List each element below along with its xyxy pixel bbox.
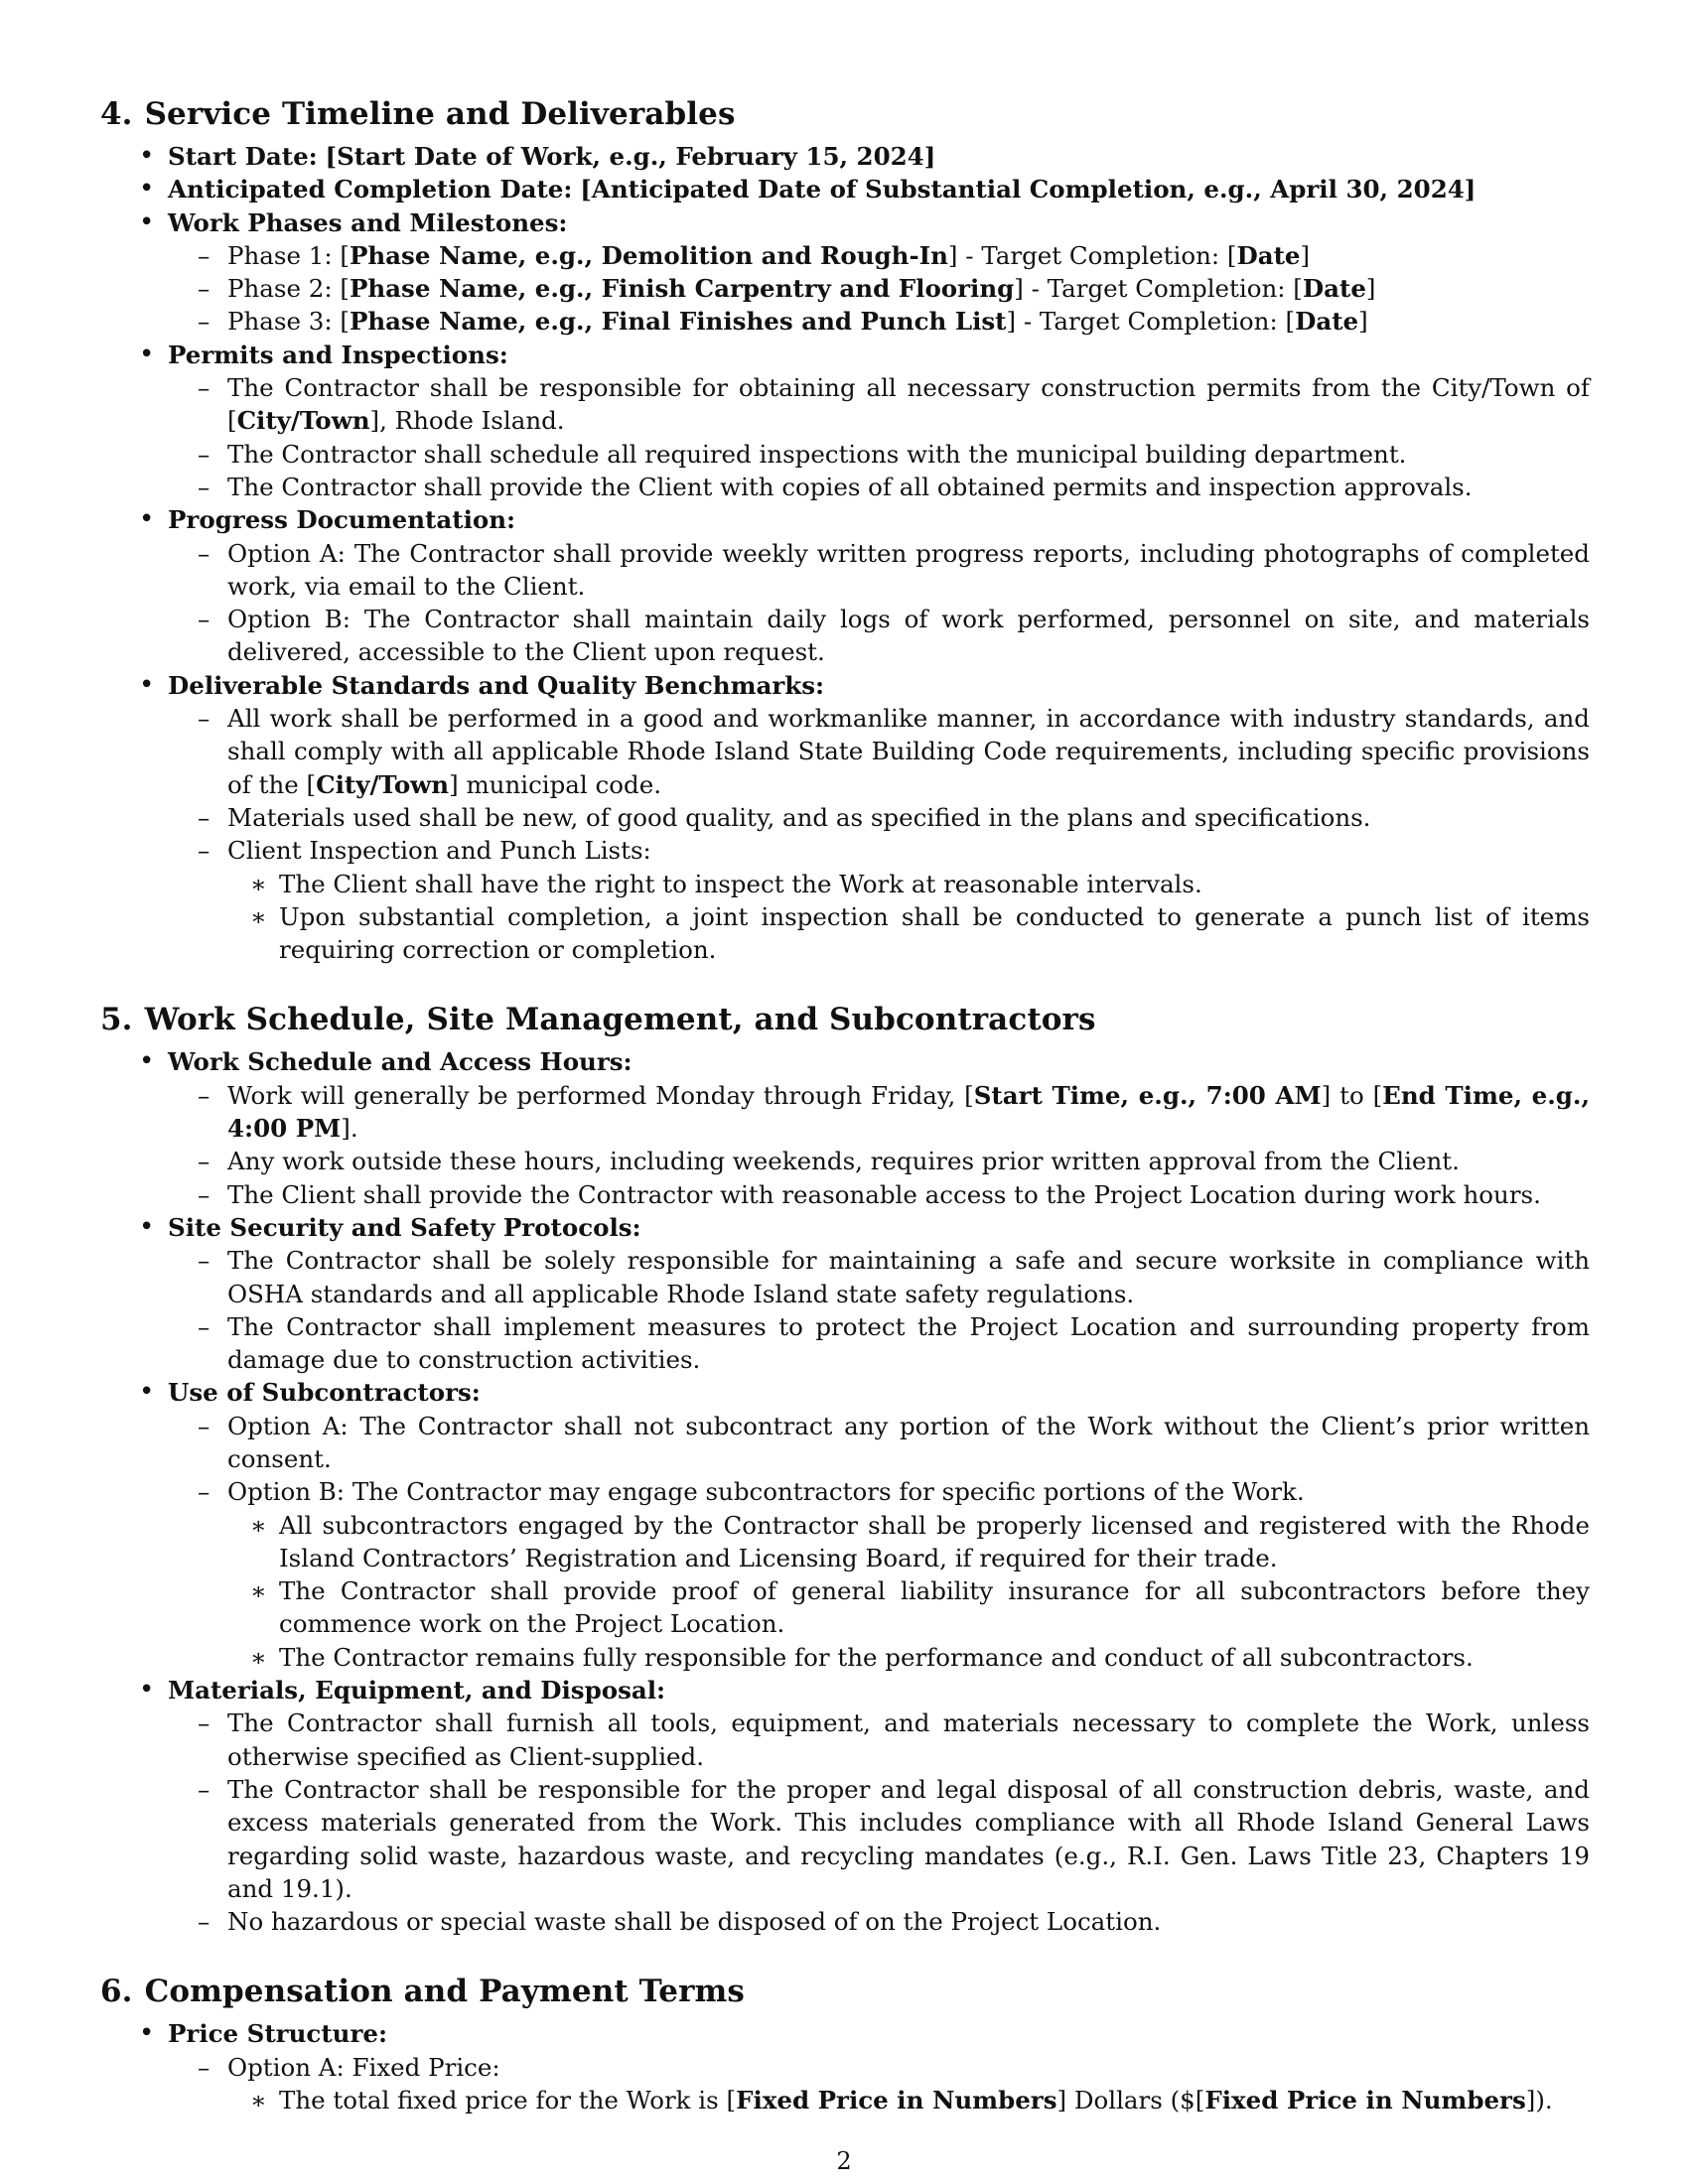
list-item-schedule: • Work Schedule and Access Hours: – Work will generally be performed Monday through Friday, [Start Time, e.g., 7:00 AM] to [End Time, e.g., 4:00 PM]. – Any work outside these hours, including weekends, requires prior written approval from the Client. – The Client shall provide the Contractor with reasonable access to the Project Location during work hours. (168, 1045, 1590, 1210)
section-4-list (100, 140, 1590, 966)
price-list (168, 2051, 1590, 2117)
list-item: – The Contractor shall schedule all required inspections with the municipal building department. (227, 438, 1590, 471)
list-item-completion-date: • Anticipated Completion Date: [Anticipated Date of Substantial Completion, e.g., April 30, 2024] (168, 173, 1590, 205)
phase-item: – Phase 2: [Phase Name, e.g., Finish Carpentry and Flooring] - Target Completion: [Date] (227, 272, 1590, 305)
list-item-progress: • Progress Documentation: – Option A: The Contractor shall provide weekly written progress reports, including photographs of completed work, via email to the Client. – Option B: The Contractor shall maintain daily logs of work performed, personnel on site, and materials delivered, accessible to the Client upon request. (168, 503, 1590, 668)
list-item-safety: • Site Security and Safety Protocols: – The Contractor shall be solely responsible for maintaining a safe and secure worksite in compliance with OSHA standards and all applicable Rhode Island state safety regulations. – The Contractor shall implement measures to protect the Project Location and surrounding property from damage due to construction activities. (168, 1211, 1590, 1376)
list-item: – Option A: The Contractor shall provide weekly written progress reports, including photographs of completed work, via email to the Client. (227, 537, 1590, 604)
list-item: – No hazardous or special waste shall be disposed of on the Project Location. (227, 1905, 1590, 1938)
list-item: – Option A: Fixed Price: ∗ The total fixed price for the Work is [Fixed Price in Numbers] Dollars ($[Fixed Price in Numbers]). (227, 2051, 1590, 2117)
list-item: ∗ The Contractor remains fully responsible for the performance and conduct of all subcontractors. (279, 1641, 1590, 1674)
safety-list (168, 1244, 1590, 1376)
list-item: – Any work outside these hours, including weekends, requires prior written approval from the Client. (227, 1145, 1590, 1177)
list-item: ∗ The Client shall have the right to inspect the Work at reasonable intervals. (279, 868, 1590, 900)
materials-list (168, 1706, 1590, 1938)
list-item: – The Contractor shall implement measures to protect the Project Location and surrounding property from damage due to construction activities. (227, 1310, 1590, 1377)
section-6 (100, 1972, 1590, 2116)
list-item: – Option B: The Contractor shall maintain daily logs of work performed, personnel on site, and materials delivered, accessible to the Client upon request. (227, 603, 1590, 669)
progress-list (168, 537, 1590, 669)
section-4 (100, 94, 1590, 966)
section-5 (100, 1000, 1590, 1938)
permits-list (168, 371, 1590, 503)
list-item: – The Contractor shall provide the Client with copies of all obtained permits and inspection approvals. (227, 471, 1590, 503)
list-item-materials: • Materials, Equipment, and Disposal: – The Contractor shall furnish all tools, equipment, and materials necessary to complete the Work, unless otherwise specified as Client-supplied. – The Contractor shall be responsible for the proper and legal disposal of all construction debris, waste, and excess materials generated from the Work. This includes compliance with all Rhode Island General Laws regarding solid waste, hazardous waste, and recycling mandates (e.g., R.I. Gen. Laws Title 23, Chapters 19 and 19.1). – No hazardous or special waste shall be disposed of on the Project Location. (168, 1674, 1590, 1938)
section-heading: 5. Work Schedule, Site Management, and Subcontractors (100, 1002, 1096, 1038)
list-item-subcontractors: • Use of Subcontractors: – Option A: The Contractor shall not subcontract any portion of the Work without the Client’s prior written consent. – Option B: The Contractor may engage subcontractors for specific portions of the Work. ∗ All subcontractors engaged by the Contractor shall be properly licensed and registered with the Rhode Island Contractors’ Registration and Licensing Board, if required for their trade. ∗ The Contractor shall provide proof of general liability insurance for all subcontractors before they commence work on the Project Location. ∗ The Contractor remains fully responsible for the performance and conduct of all subcontractors. (168, 1376, 1590, 1674)
list-item: – The Contractor shall be responsible for the proper and legal disposal of all construction debris, waste, and excess materials generated from the Work. This includes compliance with all Rhode Island General Laws regarding solid waste, hazardous waste, and recycling mandates (e.g., R.I. Gen. Laws Title 23, Chapters 19 and 19.1). (227, 1773, 1590, 1905)
list-item: – Materials used shall be new, of good quality, and as specified in the plans and specifications. (227, 801, 1590, 834)
page-number: 2 (836, 2147, 852, 2175)
list-item: – Option B: The Contractor may engage subcontractors for specific portions of the Work. ∗ All subcontractors engaged by the Contractor shall be properly licensed and registered with the Rhode Island Contractors’ Registration and Licensing Board, if required for their trade. ∗ The Contractor shall provide proof of general liability insurance for all subcontractors before they commence work on the Project Location. ∗ The Contractor remains fully responsible for the performance and conduct of all subcontractors. (227, 1475, 1590, 1674)
list-item: ∗ The total fixed price for the Work is [Fixed Price in Numbers] Dollars ($[Fixed Price in Numbers]). (279, 2084, 1590, 2116)
list-item: ∗ The Contractor shall provide proof of general liability insurance for all subcontractors before they commence work on the Project Location. (279, 1574, 1590, 1641)
subcontractors-list (168, 1410, 1590, 1674)
quality-list (168, 702, 1590, 966)
section-heading: 6. Compensation and Payment Terms (100, 1974, 745, 2010)
schedule-list (168, 1079, 1590, 1211)
list-item: ∗ All subcontractors engaged by the Contractor shall be properly licensed and registered with the Rhode Island Contractors’ Registration and Licensing Board, if required for their trade. (279, 1509, 1590, 1575)
list-item-price: • Price Structure: – Option A: Fixed Price: ∗ The total fixed price for the Work is [Fixed Price in Numbers] Dollars ($[Fixed Price in Numbers]). (168, 2017, 1590, 2116)
price-sublist (227, 2084, 1590, 2116)
phase-item: – Phase 3: [Phase Name, e.g., Final Finishes and Punch List] - Target Completion: [Date] (227, 305, 1590, 338)
subcontractors-sublist (227, 1509, 1590, 1674)
list-item: – The Contractor shall be solely responsible for maintaining a safe and secure worksite in compliance with OSHA standards and all applicable Rhode Island state safety regulations. (227, 1244, 1590, 1310)
section-heading: 4. Service Timeline and Deliverables (100, 96, 736, 132)
inspection-sublist (227, 868, 1590, 967)
list-item: – The Contractor shall be responsible for obtaining all necessary construction permits from the City/Town of [City/Town], Rhode Island. (227, 371, 1590, 438)
document-page (100, 94, 1590, 2150)
list-item: – Option A: The Contractor shall not subcontract any portion of the Work without the Client’s prior written consent. (227, 1410, 1590, 1476)
list-item-quality: • Deliverable Standards and Quality Benchmarks: – All work shall be performed in a good and workmanlike manner, in accordance with industry standards, and shall comply with all applicable Rhode Island State Building Code requirements, including specific provisions of the [City/Town] municipal code. – Materials used shall be new, of good quality, and as specified in the plans and specifications. – Client Inspection and Punch Lists: ∗ The Client shall have the right to inspect the Work at reasonable intervals. ∗ Upon substantial completion, a joint inspection shall be conducted to generate a punch list of items requiring correction or completion. (168, 669, 1590, 967)
list-item: – Client Inspection and Punch Lists: ∗ The Client shall have the right to inspect the Work at reasonable intervals. ∗ Upon substantial completion, a joint inspection shall be conducted to generate a punch list of items requiring correction or completion. (227, 834, 1590, 966)
list-item: – The Client shall provide the Contractor with reasonable access to the Project Location during work hours. (227, 1178, 1590, 1211)
section-6-list (100, 2017, 1590, 2116)
list-item: ∗ Upon substantial completion, a joint inspection shall be conducted to generate a punch list of items requiring correction or completion. (279, 900, 1590, 967)
phases-list (168, 239, 1590, 339)
list-item: – Work will generally be performed Monday through Friday, [Start Time, e.g., 7:00 AM] to [End Time, e.g., 4:00 PM]. (227, 1079, 1590, 1146)
section-5-list (100, 1045, 1590, 1938)
list-item-phases: • Work Phases and Milestones: – Phase 1: [Phase Name, e.g., Demolition and Rough-In] - Target Completion: [Date] – Phase 2: [Phase Name, e.g., Finish Carpentry and Flooring] - Target Completion: [Date] – Phase 3: [Phase Name, e.g., Final Finishes and Punch List] - Target Completion: [Date] (168, 206, 1590, 339)
list-item-permits: • Permits and Inspections: – The Contractor shall be responsible for obtaining all necessary construction permits from the City/Town of [City/Town], Rhode Island. – The Contractor shall schedule all required inspections with the municipal building department. – The Contractor shall provide the Client with copies of all obtained permits and inspection approvals. (168, 339, 1590, 503)
phase-item: – Phase 1: [Phase Name, e.g., Demolition and Rough-In] - Target Completion: [Date] (227, 239, 1590, 272)
list-item: – The Contractor shall furnish all tools, equipment, and materials necessary to complete the Work, unless otherwise specified as Client-supplied. (227, 1706, 1590, 1773)
list-item-start-date: • Start Date: [Start Date of Work, e.g., February 15, 2024] (168, 140, 1590, 173)
list-item: – All work shall be performed in a good and workmanlike manner, in accordance with industry standards, and shall comply with all applicable Rhode Island State Building Code requirements, including specific provisions of the [City/Town] municipal code. (227, 702, 1590, 801)
